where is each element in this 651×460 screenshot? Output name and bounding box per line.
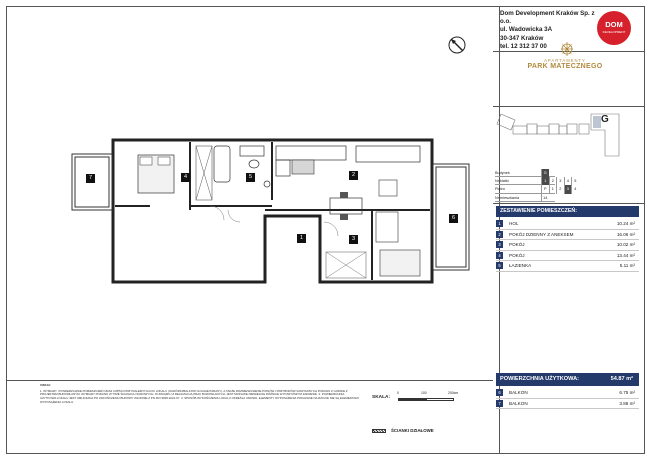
plan-label-3: 3 [349,235,358,244]
info-cell: 3 [564,185,572,193]
room-area: 10.24 m² [616,221,635,227]
info-cell: 2 [556,185,564,193]
room-name: HOL [509,221,519,227]
info-label: Nr klatki [495,179,509,184]
scale-bar [398,398,454,401]
room-area: 6.75 m² [619,390,635,396]
room-name: ŁAZIENKA [509,263,532,269]
usable-area-label: POWIERZCHNIA UŻYTKOWA: [500,376,580,382]
room-number: 5 [496,262,503,269]
room-name: POKÓJ DZIENNY Z ANEKSEM [509,231,574,237]
room-area: 3.86 m² [619,400,635,406]
scale-label: SKALA: [372,395,391,400]
room-area: 5.11 m² [619,263,635,269]
rooms-title: ZESTAWIENIE POMIESZCZEŃ: [496,206,639,217]
info-cell: P [541,185,549,193]
info-cell: 14 [541,194,549,202]
logo-text: DOM [605,19,623,29]
info-label: Nr mieszkania [495,195,520,200]
room-name: POKÓJ [509,252,525,258]
room-number: 6 [496,389,503,396]
brand-main: PARK MATECZNEGO [527,63,603,70]
scale-tick-0: 0 [397,391,399,395]
info-cell: 5 [571,177,579,185]
partition-label: ŚCIANKI DZIAŁOWE [391,428,434,433]
plan-label-4: 4 [181,173,190,182]
logo-sub: DEVELOPMENT [602,29,626,34]
company-phone: tel. 12 312 37 00 [500,42,547,50]
plan-label-2: 2 [349,171,358,180]
info-label: Piętro [495,187,505,192]
building-letter: G [601,114,609,125]
info-cell: 1 [549,185,557,193]
company-street: ul. Wadowicka 3A [500,26,553,34]
info-label: Budynek [495,171,510,175]
plan-label-6: 6 [449,214,458,223]
info-cell: 4 [571,185,579,193]
brand-sub: APARTAMENTY [544,58,586,63]
room-name: BALKON [509,400,528,406]
info-cell: 2 [549,177,557,185]
room-number: 1 [496,220,503,227]
room-area: 10.02 m² [616,242,635,248]
company-name: Dom Development Kraków Sp. z o.o. [500,10,595,26]
room-area: 13.44 m² [616,252,635,258]
plan-label-5: 5 [246,173,255,182]
info-cell: 4 [564,177,572,185]
notes-text: 1. WYMIARY I POWIERZCHNIE POMIESZCZEŃ ORAZ CZĘŚCI PRZYNALEŻNYCH DO LOKALU (OGRÓDKI/BALKONY/LOGGIE/TARASY), A TAKŻE ROZMIESZCZENIE PIONÓW I PRZYBORÓW SANITARNYCH PODANO Z GODNIE Z PROJEKTEM BUDOWLANYM. WYMIARY PODANO W TWIE ŚCIANACH SUROWYCH. W ZWIĄZKU Z REALIZACJĄ PRAC BUDOWLANYCH, JEST MOŻLIWE NIEWIELKIE RÓŻNICE W POWYŻSZYM ZAKRESIE. 2. POWIERZCHNIA UŻYTKOWA LOKALU JEST OBLICZANA PO ZAKOŃCZENIU BUDOWY ZGODNIE Z PN-ISO 9836:2022-07. 3. SPOSÓB WYKOŃCZENIA LOKALU OKREŚLA UMOWA. ELEMENTY WYPOSAŻENIA POKAZANE NA RZUCIE NIE SĄ ELEMENTAMI WYPOSAŻENIA LOKALU. [40,388,359,404]
info-cell: 3 [556,177,564,185]
partition-swatch [372,429,386,433]
room-name: BALKON [509,390,528,396]
usable-area-value: 54.87 m² [610,376,633,382]
scale-tick-200: 200cm [448,391,459,395]
company-city: 30-347 Kraków [500,34,544,42]
plan-label-7: 7 [86,174,95,183]
room-area: 16.06 m² [616,231,635,237]
room-name: POKÓJ [509,242,525,248]
notes-title: UWAGI: [40,383,51,387]
info-cell: 1 [541,177,549,185]
notes [40,384,360,405]
room-number: 7 [496,400,503,407]
plan-label-1: 1 [297,234,306,243]
scale-tick-100: 100 [421,391,427,395]
room-number: 4 [496,252,503,259]
room-number: 2 [496,231,503,238]
info-cell: G [541,169,549,177]
room-number: 3 [496,241,503,248]
